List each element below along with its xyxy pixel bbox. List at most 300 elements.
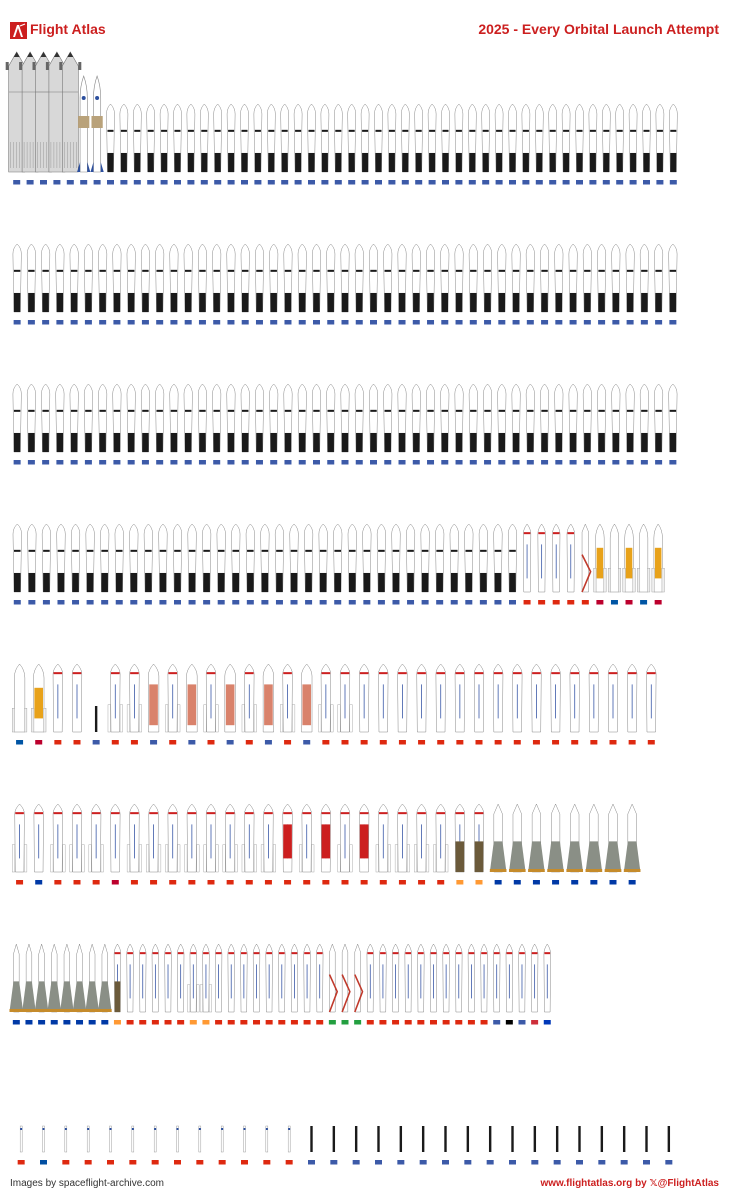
- flag-US: [482, 180, 489, 185]
- flag-US: [13, 180, 20, 185]
- flag-US: [305, 600, 312, 605]
- flag-CN: [379, 1020, 386, 1025]
- flag-US: [57, 600, 64, 605]
- rocket-falcon9: [512, 244, 520, 312]
- rocket-smallsat: [132, 1126, 134, 1152]
- rocket-falcon9: [626, 244, 634, 312]
- flag-US: [299, 460, 306, 465]
- flag-CN: [131, 880, 138, 885]
- flag-US: [227, 320, 234, 325]
- flag-CN: [215, 1020, 222, 1025]
- flag-US: [284, 460, 291, 465]
- flag-US: [621, 1160, 628, 1165]
- rocket-cz2d: [405, 944, 412, 1012]
- rocket-falcon9: [115, 524, 124, 592]
- flag-US: [627, 320, 634, 325]
- rocket-falcon9: [450, 524, 459, 592]
- rocket-cz6a: [398, 664, 408, 732]
- flag-CN: [610, 740, 617, 745]
- rocket-falcon9: [267, 104, 275, 172]
- flag-IR: [329, 1020, 336, 1025]
- flag-JP: [596, 600, 603, 605]
- flag-US: [513, 320, 520, 325]
- rocket-falcon9: [127, 244, 135, 312]
- flag-US: [549, 180, 556, 185]
- rocket-falcon9: [482, 104, 490, 172]
- rocket-electron: [645, 1126, 647, 1152]
- rocket-falcon9: [198, 244, 206, 312]
- rocket-soyuz: [509, 804, 526, 872]
- rocket-electron: [95, 706, 97, 732]
- flag-US: [370, 460, 377, 465]
- flag-US: [531, 1160, 538, 1165]
- flag-CN: [278, 1020, 285, 1025]
- rocket-falcon9: [41, 384, 49, 452]
- rocket-electron: [578, 1126, 580, 1152]
- flag-US: [199, 460, 206, 465]
- rocket-falcon9: [170, 244, 178, 312]
- flag-CN: [165, 1020, 172, 1025]
- flag-US: [150, 740, 157, 745]
- flag-US: [107, 180, 114, 185]
- flag-RU: [63, 1020, 70, 1025]
- rocket-falcon9: [98, 384, 106, 452]
- flag-US: [93, 740, 100, 745]
- page-title: 2025 - Every Orbital Launch Attempt: [478, 21, 719, 37]
- flag-US: [14, 460, 21, 465]
- rocket-falcon9: [348, 104, 356, 172]
- rocket-falcon9: [562, 104, 570, 172]
- flag-US: [116, 600, 123, 605]
- flag-CN: [455, 1020, 462, 1025]
- rocket-falcon9: [388, 104, 396, 172]
- flag-CN: [18, 1160, 25, 1165]
- rocket-zhuque2: [582, 524, 591, 592]
- rocket-falcon9: [281, 104, 289, 172]
- flag-CN: [322, 740, 329, 745]
- flag-US: [470, 320, 477, 325]
- rocket-electron: [444, 1126, 446, 1152]
- rocket-gravity1: [355, 944, 363, 1012]
- rocket-cz6a: [627, 664, 637, 732]
- rocket-falcon9: [212, 384, 220, 452]
- rocket-falcon9: [217, 524, 226, 592]
- rocket-cz3b: [108, 664, 123, 732]
- rocket-falcon9: [319, 524, 328, 592]
- rocket-kinetica1: [283, 804, 293, 872]
- flag-US: [256, 320, 263, 325]
- flag-US: [399, 320, 406, 325]
- rocket-cz2c: [165, 944, 172, 1012]
- rocket-angara: [34, 804, 44, 872]
- rocket-minotaur: [493, 944, 500, 1012]
- flag-US: [342, 320, 349, 325]
- flag-CN: [322, 880, 329, 885]
- rocket-falcon9: [363, 524, 372, 592]
- rocket-falcon9: [270, 244, 278, 312]
- rocket-starship: [59, 52, 81, 172]
- rocket-electron: [333, 1126, 335, 1152]
- flag-CN: [286, 1160, 293, 1165]
- rocket-electron: [355, 1126, 357, 1152]
- flag-US: [276, 600, 283, 605]
- rocket-falcon9: [377, 524, 386, 592]
- flag-US: [80, 180, 87, 185]
- flag-CN: [196, 1160, 203, 1165]
- rocket-falcon9: [144, 524, 153, 592]
- rocket-falcon9: [173, 524, 182, 592]
- flag-US: [509, 1160, 516, 1165]
- rocket-smallsat: [221, 1126, 223, 1152]
- flag-CN: [263, 1160, 270, 1165]
- flag-US: [563, 180, 570, 185]
- rocket-cz6a: [359, 664, 369, 732]
- rocket-electron: [623, 1126, 625, 1152]
- rocket-cz2d: [455, 944, 462, 1012]
- rocket-falcon9: [612, 384, 620, 452]
- rocket-falcon9: [241, 384, 249, 452]
- rocket-soyuz: [566, 804, 583, 872]
- rocket-falcon9: [441, 104, 449, 172]
- flag-US: [214, 180, 221, 185]
- rocket-falcon9: [435, 524, 444, 592]
- rocket-soyuz: [22, 944, 36, 1012]
- flag-US: [456, 320, 463, 325]
- flag-CN: [316, 1020, 323, 1025]
- rocket-soyuz: [547, 804, 564, 872]
- rocket-falcon9: [28, 524, 37, 592]
- flag-US: [308, 180, 315, 185]
- flag-US: [170, 320, 177, 325]
- rocket-falcon9: [255, 384, 263, 452]
- rocket-electron: [310, 1126, 312, 1152]
- rocket-falcon9: [494, 524, 503, 592]
- rocket-soyuz: [624, 804, 641, 872]
- rocket-falcon9: [127, 384, 135, 452]
- flag-CN: [241, 1160, 248, 1165]
- rocket-falcon9: [202, 524, 211, 592]
- flag-CN: [208, 880, 215, 885]
- rocket-cz2d: [367, 944, 374, 1012]
- rocket-cz3b: [261, 804, 276, 872]
- flag-US: [159, 600, 166, 605]
- flag-US: [641, 460, 648, 465]
- rocket-falcon9: [284, 384, 292, 452]
- rocket-falcon9: [341, 384, 349, 452]
- rocket-h3: [623, 524, 636, 592]
- flag-CN: [177, 1020, 184, 1025]
- rocket-falcon9: [56, 384, 64, 452]
- flag-US: [330, 1160, 337, 1165]
- rocket-cz2d: [241, 944, 248, 1012]
- rocket-falcon9: [254, 104, 262, 172]
- rocket-falcon9: [227, 384, 235, 452]
- flag-RU: [13, 1020, 20, 1025]
- rocket-shavit: [544, 944, 551, 1012]
- flag-CN: [93, 880, 100, 885]
- flag-US: [299, 320, 306, 325]
- flag-US: [527, 460, 534, 465]
- flag-CN: [284, 740, 291, 745]
- rocket-cz2c: [53, 664, 63, 732]
- flag-US: [436, 600, 443, 605]
- rocket-falcon9: [57, 524, 66, 592]
- flag-CN: [417, 1020, 424, 1025]
- flag-CN: [169, 740, 176, 745]
- flag-US: [469, 180, 476, 185]
- rocket-pslv: [474, 804, 484, 872]
- flag-RU: [552, 880, 559, 885]
- rocket-cz2d: [253, 944, 260, 1012]
- flag-CN: [62, 1160, 69, 1165]
- flag-US: [484, 320, 491, 325]
- rocket-cz5: [319, 664, 334, 732]
- flag-US: [43, 600, 50, 605]
- rocket-soyuz: [605, 804, 622, 872]
- flag-US: [188, 740, 195, 745]
- rocket-cz6a: [570, 664, 580, 732]
- flag-FR: [611, 600, 618, 605]
- rocket-electron: [534, 1126, 536, 1152]
- flag-CN: [152, 1160, 159, 1165]
- flag-IN: [190, 1020, 197, 1025]
- rocket-falcon9: [468, 104, 476, 172]
- rocket-falcon9: [84, 384, 92, 452]
- flag-US: [94, 180, 101, 185]
- flag-US: [85, 460, 92, 465]
- rocket-falcon9: [270, 384, 278, 452]
- flag-CN: [74, 740, 81, 745]
- rocket-falcon9: [141, 244, 149, 312]
- rocket-falcon9: [290, 524, 299, 592]
- rocket-soyuz: [85, 944, 99, 1012]
- rocket-falcon9: [549, 104, 557, 172]
- flag-CN: [361, 880, 368, 885]
- rocket-falcon9: [13, 244, 21, 312]
- flag-US: [554, 1160, 561, 1165]
- rocket-electron: [489, 1126, 491, 1152]
- rocket-ceres1: [567, 524, 575, 592]
- rocket-falcon9: [441, 384, 449, 452]
- rocket-cz2d: [430, 944, 437, 1012]
- rocket-eris: [519, 944, 526, 1012]
- flag-CN: [590, 740, 597, 745]
- flag-US: [27, 180, 34, 185]
- flag-US: [641, 320, 648, 325]
- rocket-falcon9: [304, 524, 313, 592]
- rocket-falcon9: [312, 244, 320, 312]
- rocket-h3: [594, 524, 607, 592]
- rocket-gravity1: [342, 944, 350, 1012]
- rocket-falcon9: [412, 384, 420, 452]
- flag-US: [378, 600, 385, 605]
- flag-CN: [304, 1020, 311, 1025]
- flag-US: [313, 320, 320, 325]
- rocket-falcon9: [522, 104, 530, 172]
- rocket-cz2d: [380, 944, 387, 1012]
- rocket-cz3b: [242, 804, 257, 872]
- flag-US: [270, 320, 277, 325]
- rocket-soyuz: [490, 804, 507, 872]
- flag-US: [142, 320, 149, 325]
- rocket-falcon9: [479, 524, 488, 592]
- rocket-cz2c: [127, 944, 134, 1012]
- rocket-falcon9: [155, 244, 163, 312]
- rocket-cz6a: [589, 664, 599, 732]
- rocket-cz2d: [443, 944, 450, 1012]
- flag-CN: [648, 740, 655, 745]
- flag-US: [362, 180, 369, 185]
- rocket-smallsat: [244, 1126, 246, 1152]
- rocket-cz2c: [152, 944, 159, 1012]
- flag-US: [384, 320, 391, 325]
- flag-US: [603, 180, 610, 185]
- flag-US: [427, 320, 434, 325]
- flag-CN: [399, 740, 406, 745]
- flag-CN: [361, 740, 368, 745]
- flag-US: [399, 460, 406, 465]
- rocket-cz6a: [455, 664, 465, 732]
- flag-US: [42, 320, 49, 325]
- flag-US: [522, 180, 529, 185]
- rocket-h3: [652, 524, 665, 592]
- rocket-falcon9: [184, 244, 192, 312]
- flag-US: [320, 600, 327, 605]
- flag-CN: [127, 1020, 134, 1025]
- rocket-falcon9: [361, 104, 369, 172]
- flag-JP: [112, 880, 119, 885]
- flag-US: [147, 180, 154, 185]
- flag-CN: [16, 880, 23, 885]
- rocket-falcon9: [56, 244, 64, 312]
- rocket-cz2d: [291, 944, 298, 1012]
- flag-CN: [582, 600, 589, 605]
- flag-US: [384, 460, 391, 465]
- flag-CN: [152, 1020, 159, 1025]
- flag-RU: [571, 880, 578, 885]
- flag-CN: [342, 880, 349, 885]
- flag-CN: [253, 1020, 260, 1025]
- flag-US: [363, 600, 370, 605]
- rocket-falcon9: [555, 384, 563, 452]
- rocket-cz3b: [280, 664, 295, 732]
- flag-US: [334, 600, 341, 605]
- flag-US: [429, 180, 436, 185]
- flag-US: [422, 600, 429, 605]
- flag-US: [630, 180, 637, 185]
- flag-US: [99, 460, 106, 465]
- flag-US: [415, 180, 422, 185]
- flag-US: [56, 320, 63, 325]
- rocket-vulcan: [263, 664, 274, 732]
- flag-CN: [567, 600, 574, 605]
- flag-US: [441, 460, 448, 465]
- flag-CN: [571, 740, 578, 745]
- rocket-falcon9: [540, 244, 548, 312]
- rocket-falcon9: [640, 244, 648, 312]
- flag-US: [156, 460, 163, 465]
- flag-RU: [533, 880, 540, 885]
- flag-US: [170, 460, 177, 465]
- rocket-falcon9: [214, 104, 222, 172]
- flag-CN: [291, 1020, 298, 1025]
- flag-US: [71, 460, 78, 465]
- rocket-falcon9: [569, 244, 577, 312]
- rocket-ariane6: [637, 524, 650, 592]
- rocket-falcon9: [42, 524, 51, 592]
- rocket-falcon9: [198, 384, 206, 452]
- rocket-falcon9: [294, 104, 302, 172]
- rocket-falcon9: [428, 104, 436, 172]
- rocket-cz2c: [139, 944, 146, 1012]
- rocket-falcon9: [170, 384, 178, 452]
- rocket-cz3b: [146, 804, 161, 872]
- rocket-smallsat: [43, 1126, 45, 1152]
- flag-US: [284, 320, 291, 325]
- flag-US: [349, 600, 356, 605]
- flag-US: [420, 1160, 427, 1165]
- rocket-falcon9: [469, 384, 477, 452]
- rocket-cz3b: [433, 804, 448, 872]
- rocket-falcon9: [240, 104, 248, 172]
- flag-US: [321, 180, 328, 185]
- flag-US: [142, 460, 149, 465]
- rocket-cz3b: [242, 664, 257, 732]
- rocket-falcon9: [498, 244, 506, 312]
- flag-CN: [437, 740, 444, 745]
- site-credit[interactable]: www.flightatlas.org by 𝕏@FlightAtlas: [540, 1178, 719, 1189]
- flag-CN: [227, 880, 234, 885]
- rocket-cz2d: [468, 944, 475, 1012]
- rocket-cz6a: [608, 664, 618, 732]
- flag-CN: [228, 1020, 235, 1025]
- rocket-falcon9: [616, 104, 624, 172]
- flag-RU: [610, 880, 617, 885]
- flag-US: [327, 320, 334, 325]
- flag-CN: [74, 880, 81, 885]
- flag-US: [335, 180, 342, 185]
- rocket-cz2d: [418, 944, 425, 1012]
- rocket-falcon9: [483, 384, 491, 452]
- rocket-cz5: [89, 804, 104, 872]
- flag-CN: [284, 880, 291, 885]
- flag-US: [201, 180, 208, 185]
- rocket-falcon9: [626, 384, 634, 452]
- rocket-electron: [377, 1126, 379, 1152]
- rocket-ceres1: [552, 524, 560, 592]
- flag-US: [218, 600, 225, 605]
- flag-US: [392, 600, 399, 605]
- rocket-falcon9: [412, 244, 420, 312]
- flag-US: [441, 320, 448, 325]
- rocket-spectrum: [506, 944, 513, 1012]
- rocket-cz5: [338, 664, 353, 732]
- flag-US: [513, 460, 520, 465]
- rocket-falcon9: [426, 384, 434, 452]
- flag-US: [353, 1160, 360, 1165]
- flag-US: [120, 180, 127, 185]
- flag-US: [455, 180, 462, 185]
- rocket-falcon9: [106, 104, 114, 172]
- flag-US: [670, 180, 677, 185]
- rocket-falcon9: [255, 244, 263, 312]
- rocket-cz3b: [395, 804, 410, 872]
- rocket-falcon9: [398, 384, 406, 452]
- flag-US: [185, 460, 192, 465]
- rocket-new-glenn: [77, 76, 90, 172]
- rocket-falcon9: [155, 384, 163, 452]
- flag-US: [407, 600, 414, 605]
